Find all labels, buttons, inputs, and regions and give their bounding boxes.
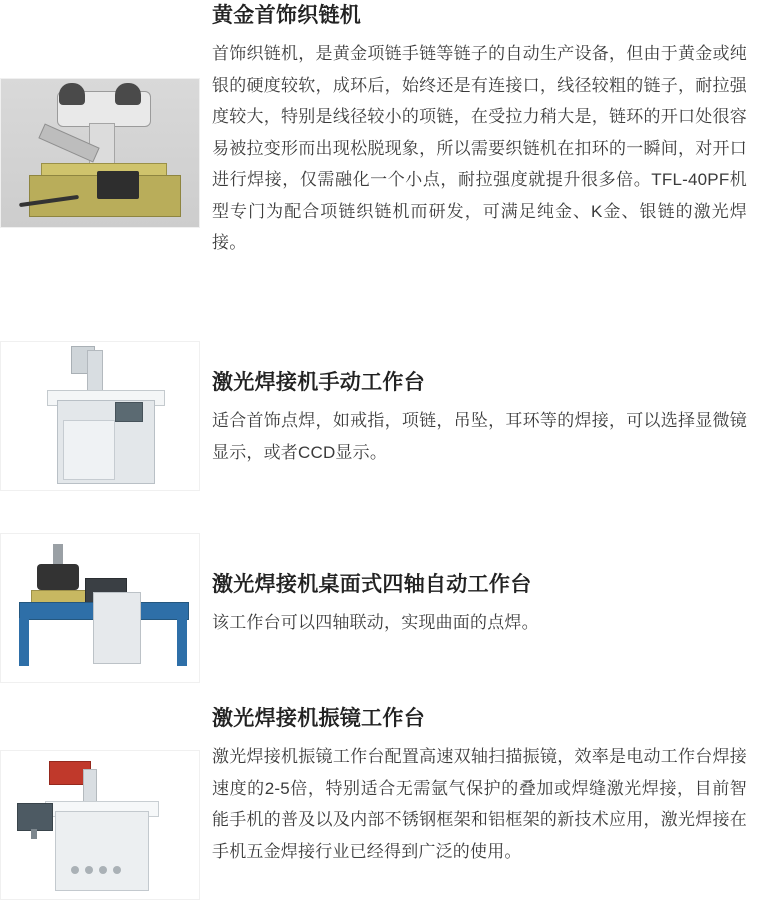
product-description: 激光焊接机振镜工作台配置高速双轴扫描振镜，效率是电动工作台焊接速度的2-5倍，特别适合无需氩气保护的叠加或焊缝激光焊接，目前智能手机的普及以及内部不锈钢框架和铝框架的新技术应用，激光焊接在手机五金焊接行业已经得到广泛的使用。 <box>212 747 747 861</box>
product-image-column <box>0 533 200 683</box>
product-section <box>0 533 765 683</box>
product-description: 首饰织链机，是黄金项链手链等链子的自动生产设备，但由于黄金或纯银的硬度较软，成环后，始终还是有连接口，线径较粗的链子，耐拉强度较大，特别是线径较小的项链，在受拉力稍大是，链环的开口处很容易被拉变形而出现松脱现象，所以需要织链机在扣环的一瞬间，对开口进行焊接，仅需融化一个小点，耐拉强度就提升很多倍。TFL-40PF机型专门为配合项链织链机而研发，可满足纯金、K金、银链的激光焊接。 <box>212 44 747 252</box>
microscope-eyepiece-right-shape <box>115 83 141 105</box>
product-text-column <box>200 705 765 867</box>
microscope-eyepiece-left-shape <box>59 83 85 105</box>
control-screen-shape <box>115 402 143 422</box>
cabinet-shape <box>55 811 149 891</box>
product-text-column <box>200 341 765 468</box>
four-axis-worktable-image <box>0 533 200 683</box>
camera-head-shape <box>37 564 79 590</box>
product-section <box>0 705 765 900</box>
vertical-column-shape <box>87 350 103 394</box>
product-section <box>0 341 765 491</box>
control-buttons-shape <box>71 861 131 871</box>
gold-chain-machine-image <box>0 78 200 228</box>
monitor-shape <box>17 803 53 831</box>
product-text-column <box>200 0 765 258</box>
product-image-column <box>0 0 200 228</box>
product-title: 激光焊接机振镜工作台 <box>212 707 425 730</box>
machine-block-shape <box>97 171 139 199</box>
product-text-column <box>200 533 765 639</box>
product-title: 激光焊接机桌面式四轴自动工作台 <box>212 573 532 596</box>
product-description: 适合首饰点焊，如戒指，项链，吊坠，耳环等的焊接，可以选择显微镜显示，或者CCD显示。 <box>212 411 747 462</box>
product-section <box>0 0 765 258</box>
product-title: 激光焊接机手动工作台 <box>212 371 425 394</box>
monitor-stand-shape <box>31 829 37 839</box>
vertical-column-shape <box>83 769 97 805</box>
galvo-worktable-image <box>0 750 200 900</box>
product-description: 该工作台可以四轴联动，实现曲面的点焊。 <box>212 613 539 633</box>
product-image-column <box>0 341 200 491</box>
manual-worktable-image <box>0 341 200 491</box>
cabinet-shape <box>93 592 141 664</box>
product-title: 黄金首饰织链机 <box>212 4 362 27</box>
cabinet-door-shape <box>63 420 115 480</box>
product-image-column <box>0 705 200 900</box>
